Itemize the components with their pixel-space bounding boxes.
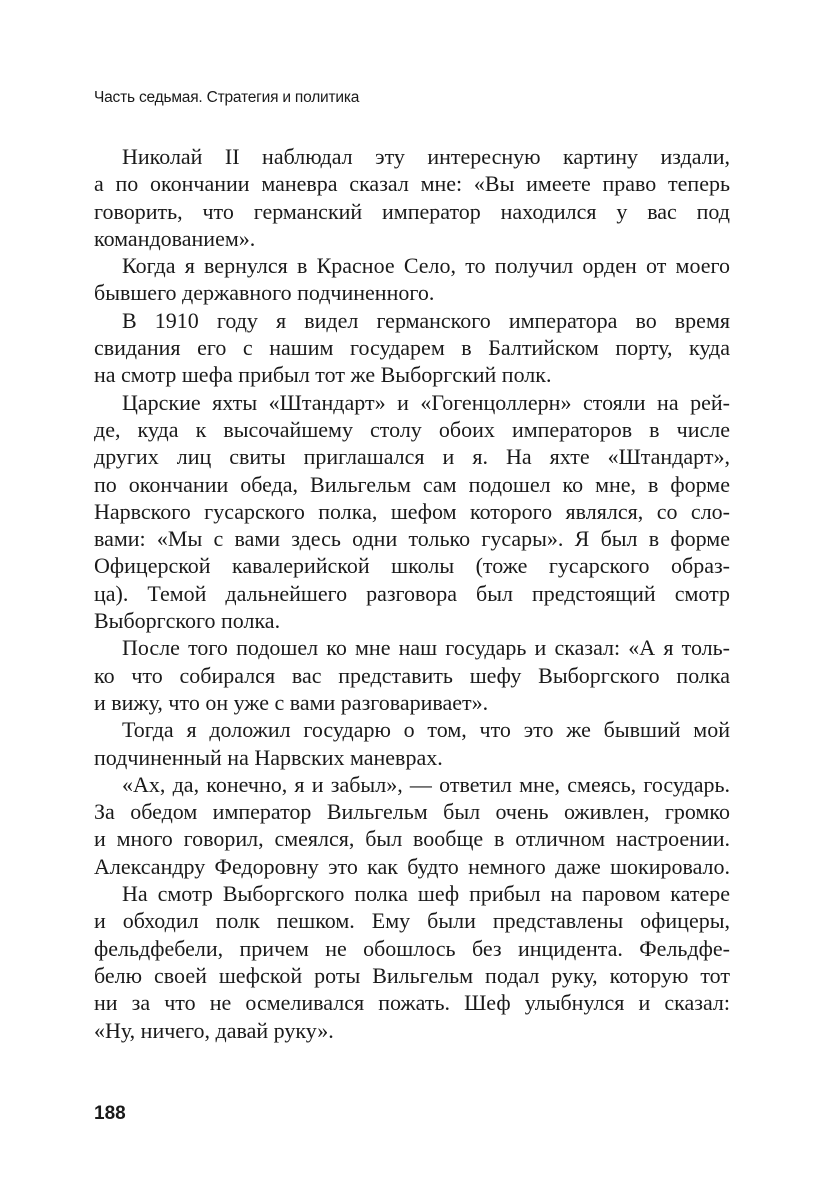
text-line: Царские яхты «Штандарт» и «Гогенцоллерн» стояли на рей-: [122, 389, 730, 415]
text-line: на смотр шефа прибыл тот же Выборгский полк.: [94, 362, 552, 388]
text-line: «Ну, ничего, давай руку».: [94, 1017, 334, 1043]
text-line: Тогда я доложил государю о том, что это же бывший мой: [122, 717, 730, 743]
text-line: говорить, что германский император находился у вас под: [94, 198, 730, 224]
text-line: В 1910 году я видел германского императора во время: [122, 307, 730, 333]
text-line: и много говорил, смеялся, был вообще в отличном настроении.: [94, 826, 730, 852]
text-line: подчиненный на Нарвских маневрах.: [94, 744, 443, 770]
text-line: фельдфебели, причем не обошлось без инцидента. Фельдфе-: [94, 935, 730, 961]
text-line: За обедом император Вильгельм был очень оживлен, громко: [94, 799, 730, 825]
text-line: Когда я вернулся в Красное Село, то получил орден от моего: [122, 253, 730, 279]
body-text: [94, 143, 730, 1044]
text-line: белю своей шефской роты Вильгельм подал руку, которую тот: [94, 962, 730, 988]
text-line: и обходил полк пешком. Ему были представлены офицеры,: [94, 908, 730, 934]
paragraph: [94, 716, 730, 771]
text-line: других лиц свиты приглашался и я. На яхте «Штандарт»,: [94, 444, 730, 470]
paragraph: [94, 771, 730, 880]
text-line: Александру Федоровну это как будто немного даже шокировало.: [94, 853, 730, 879]
text-line: а по окончании маневра сказал мне: «Вы имеете право теперь: [94, 171, 730, 197]
paragraph: [94, 143, 730, 252]
running-head: Часть седьмая. Стратегия и политика: [94, 89, 360, 106]
text-line: После того подошел ко мне наш государь и сказал: «А я толь-: [122, 635, 730, 661]
text-line: и вижу, что он уже с вами разговаривает».: [94, 689, 489, 715]
text-line: Офицерской кавалерийской школы (тоже гусарского образ-: [94, 553, 730, 579]
text-line: Выборгского полка.: [94, 608, 281, 634]
text-line: ко что собирался вас представить шефу Выборгского полка: [94, 662, 730, 688]
page-number: 188: [94, 1103, 126, 1124]
text-line: ца). Темой дальнейшего разговора был предстоящий смотр: [94, 580, 730, 606]
text-line: бывшего державного подчиненного.: [94, 280, 435, 306]
text-line: вами: «Мы с вами здесь одни только гусары». Я был в форме: [94, 526, 730, 552]
paragraph: [94, 880, 730, 1044]
paragraph: [94, 389, 730, 635]
text-line: де, куда к высочайшему столу обоих императоров в числе: [94, 416, 730, 442]
text-line: свидания его с нашим государем в Балтийском порту, куда: [94, 335, 730, 361]
paragraph: [94, 307, 730, 389]
text-line: ни за что не осмеливался пожать. Шеф улыбнулся и сказал:: [94, 990, 730, 1016]
paragraph: [94, 634, 730, 716]
text-line: «Ах, да, конечно, я и забыл», — ответил мне, смеясь, государь.: [122, 771, 730, 797]
paragraph: [94, 252, 730, 307]
text-line: На смотр Выборгского полка шеф прибыл на паровом катере: [122, 881, 730, 907]
text-line: Нарвского гусарского полка, шефом которого являлся, со сло-: [94, 498, 730, 524]
text-line: по окончании обеда, Вильгельм сам подошел ко мне, в форме: [94, 471, 730, 497]
text-line: Николай II наблюдал эту интересную картину издали,: [122, 144, 730, 169]
text-line: командованием».: [94, 225, 256, 251]
